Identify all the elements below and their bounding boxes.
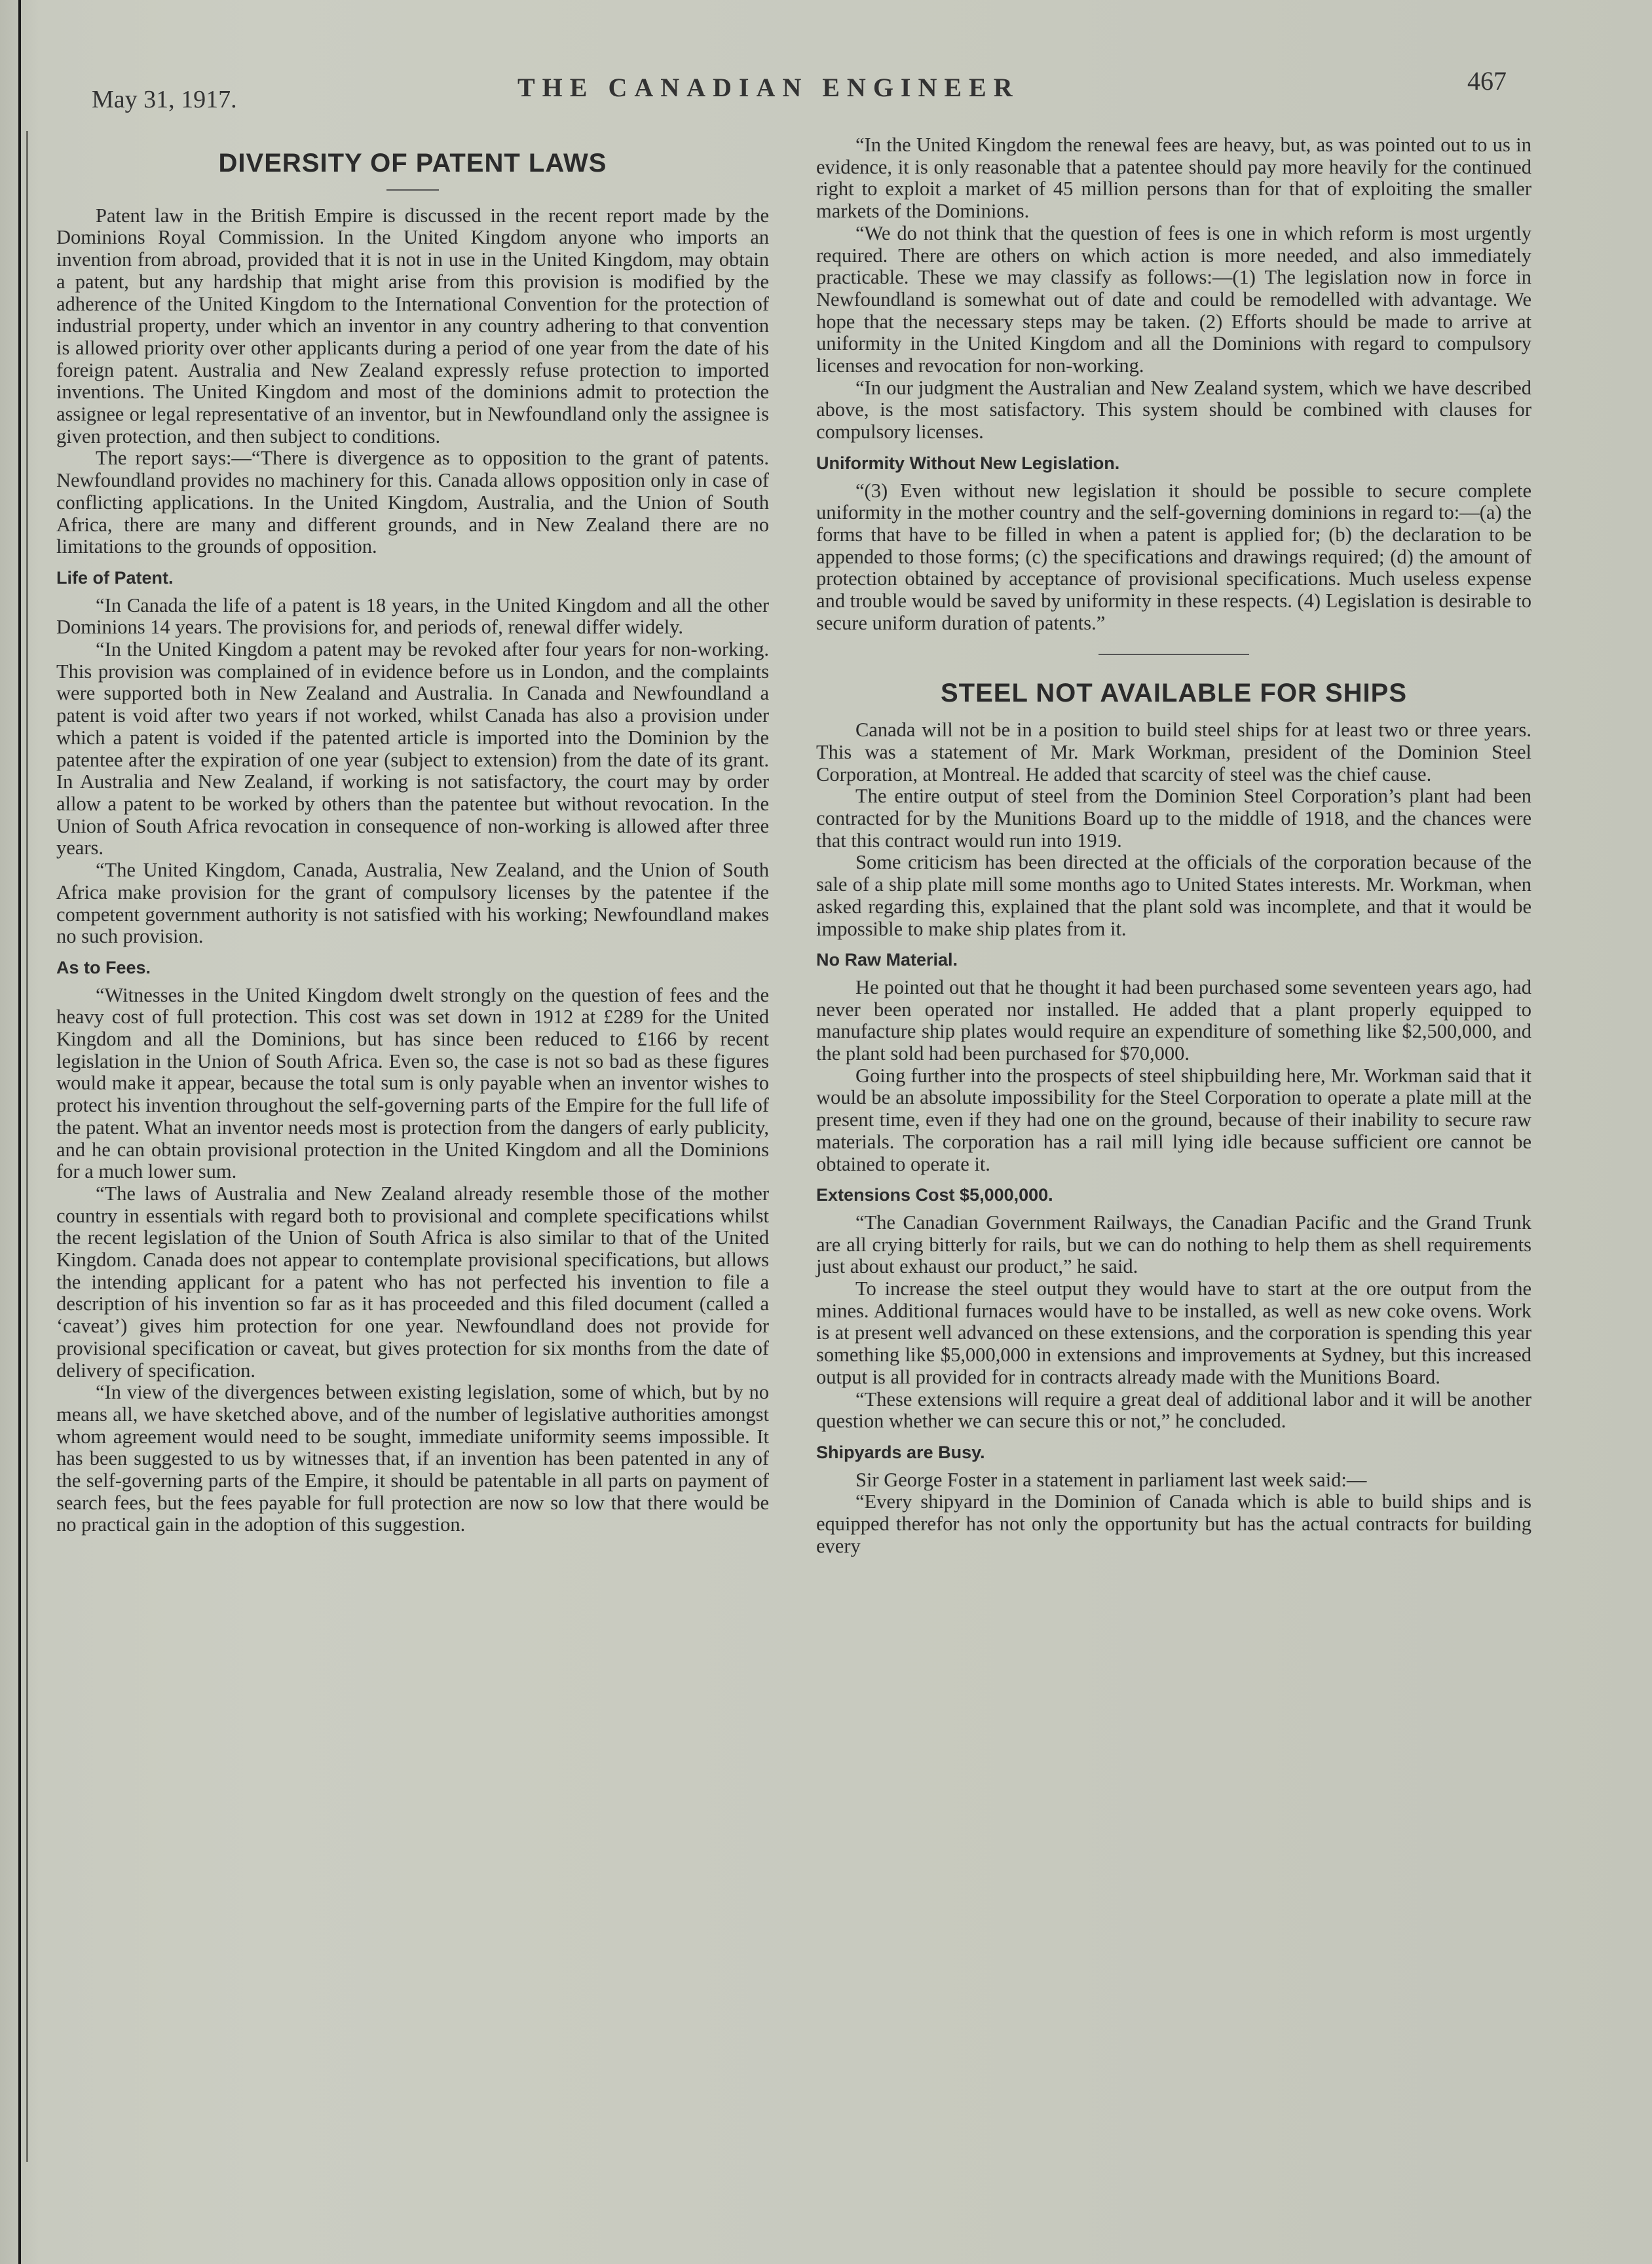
paragraph: “We do not think that the question of fees is one in which reform is most urgently required. There are others on which action is more needed, and also immediately practicable. These we may classify as follows:—(1) The legislation now in force in Newfoundland is somewhat out of date and could be remodelled with advantage. We hope that the necessary steps may be taken. (2) Efforts should be made to arrive at uniformity in the United Kingdom and all the Dominions with regard to compulsory licenses and revocation for non-working. [816,221,1531,377]
paragraph: Patent law in the British Empire is discussed in the recent report made by the Dominions Royal Commission. In the United Kingdom anyone who imports an invention from abroad, provided that it is not in use in the United Kingdom, may obtain a patent, but any hardship that might arise from this provision is modified by the adherence of the United Kingdom to the International Convention for the protection of industrial property, under which an inventor in any country adhering to that convention is allowed priority over other applicants during a period of one year from the date of his foreign patent. Australia and New Zealand expressly refuse protection to imported inventions. The United Kingdom and most of the dominions admit to protection the assignee or legal representative of an inventor, but in Newfoundland only the assignee is given protection, and then subject to conditions. [56,204,769,447]
paragraph: Some criticism has been directed at the officials of the corporation because of the sale of a ship plate mill some months ago to United States interests. Mr. Workman, when asked regarding this, explained that the plant sold was incomplete, and that it would be impossible to make ship plates from it. [816,851,1531,940]
paragraph: Sir George Foster in a statement in parliament last week said:— [855,1468,1367,1491]
paragraph: Going further into the prospects of steel shipbuilding here, Mr. Workman said that it would be an absolute impossibility for the Steel Corporation to operate a plate mill at the present time, even if they had one on the ground, because of their inability to secure raw materials. The corporation has a rail mill lying idle because sufficient ore cannot be obtained to operate it. [816,1064,1531,1175]
subhead-no-raw-material: No Raw Material. [816,950,958,970]
paragraph: The report says:—“There is divergence as to opposition to the grant of patents. Newfoundland provides no machinery for this. Canada allows opposition only in case of conflicting applications. In the United Kingdom, Australia, and the Union of South Africa, there are many and different grounds, and in New Zealand there are no limitations to the grounds of opposition. [56,447,769,558]
binding-shadow [26,131,28,2162]
right-column [816,134,1531,1557]
subhead-shipyards-busy: Shipyards are Busy. [816,1442,985,1462]
paragraph: To increase the steel output they would have to start at the ore output from the mines. Additional furnaces would have to be installed, as well as new coke ovens. Work is at present well advanced on these extensions, and the corporation is spending this year something like $5,000,000 in extensions and improvements at Sydney, but this increased output is all provided for in contracts already made with the Munitions Board. [816,1277,1531,1388]
page-number: 467 [1467,66,1507,96]
subhead-extensions-cost: Extensions Cost $5,000,000. [816,1185,1053,1205]
journal-title: THE CANADIAN ENGINEER [517,73,1020,102]
subhead-uniformity: Uniformity Without New Legislation. [816,453,1120,473]
article-separator [1098,654,1249,655]
page-header [92,66,1507,111]
paragraph: “In view of the divergences between existing legislation, some of which, but by no means all, we have sketched above, and of the number of legislative authorities amongst whom agreement would need to be sought, immediate uniformity seems impossible. It has been suggested to us by witnesses that, if an invention has been patented in any of the self-governing parts of the Empire, it should be patentable in all parts on payment of search fees, but the fees payable for full protection are now so low that there would be no practical gain in the adoption of this suggestion. [56,1381,769,1536]
paragraph: “In the United Kingdom a patent may be revoked after four years for non-working. This provision was complained of in evidence before us in London, and the complaints were supported both in New Zealand and Australia. In Canada and Newfoundland a patent is void after two years if not worked, whilst Canada has also a provision under which a patent is voided if the patented article is imported into the Dominion by the patentee after the expiration of one year (subject to extension) from the date of its grant. In Australia and New Zealand, if working is not satisfactory, the court may by order allow a patent to be worked by others than the patentee but without revocation. In the Union of South Africa revocation in consequence of non-working is allowed after three years. [56,638,769,859]
paragraph: “(3) Even without new legislation it should be possible to secure complete uniformity in the mother country and the self-governing dominions in regard to:—(a) the forms that have to be filled in when a patent is applied for; (b) the declaration to be appended to those forms; (c) the specifications and drawings required; (d) the amount of protection obtained by acceptance of provisional specifications. Much useless expense and trouble would be saved by uniformity in these respects. (4) Legislation is desirable to secure uniform duration of patents.” [816,479,1531,634]
header-date: May 31, 1917. [92,86,237,113]
title-rule [386,189,439,191]
paragraph: “Witnesses in the United Kingdom dwelt strongly on the question of fees and the heavy cost of full protection. This cost was set down in 1912 at £289 for the United Kingdom and all the Dominions, but has since been reduced to £166 by recent legislation in the Union of South Africa. Even so, the case is not so bad as these figures would make it appear, because the total sum is only payable when an inventor wishes to protect his invention throughout the self-governing parts of the Empire for the full life of the patent. What an inventor needs most is protection from the dangers of early publicity, and he can obtain provisional protection in the United Kingdom and all the Dominions for a much lower sum. [56,983,769,1183]
left-column [56,134,769,1536]
paragraph: The entire output of steel from the Dominion Steel Corporation’s plant had been contracted for by the Munitions Board up to the middle of 1918, and the chances were that this contract would run into 1919. [816,785,1531,852]
paragraph: Canada will not be in a position to build steel ships for at least two or three years. This was a statement of Mr. Mark Workman, president of the Dominion Steel Corporation, at Montreal. He added that scarcity of steel was the chief cause. [816,719,1531,785]
subhead-as-to-fees: As to Fees. [56,957,151,977]
paragraph: “The Canadian Government Railways, the Canadian Pacific and the Grand Trunk are all crying bitterly for rails, but we can do nothing to help them as shell requirements just about exhaust our product,” he said. [816,1211,1531,1278]
paragraph: “These extensions will require a great deal of additional labor and it will be another question whether we can secure this or not,” he concluded. [816,1387,1531,1433]
paragraph: “In Canada the life of a patent is 18 years, in the United Kingdom and all the other Dominions 14 years. The provisions for, and periods of, renewal differ widely. [56,594,769,639]
subhead-life-of-patent: Life of Patent. [56,567,174,588]
paragraph: “In the United Kingdom the renewal fees are heavy, but, as was pointed out to us in evidence, it is only reasonable that a patentee should pay more heavily for the continued right to exploit a market of 45 million persons than for that of exploiting the smaller markets of the Dominions. [816,134,1531,223]
article-title-patent-laws: DIVERSITY OF PATENT LAWS [218,149,607,178]
paragraph: “Every shipyard in the Dominion of Canada which is able to build ships and is equipped therefor has not only the opportunity but has the actual contracts for building every [816,1490,1531,1557]
binding-edge [18,0,21,2264]
paragraph: “The United Kingdom, Canada, Australia, New Zealand, and the Union of South Africa make provision for the grant of compulsory licenses by the patentee if the competent government authority is not satisfied with his working; Newfoundland makes no such provision. [56,859,769,948]
paragraph: “The laws of Australia and New Zealand already resemble those of the mother country in essentials with regard both to provisional and complete specifications whilst the recent legislation of the Union of South Africa is also similar to that of the United Kingdom. Canada does not appear to contemplate provisional specifications, but allows the intending applicant for a patent who has not perfected his invention to file a description of his invention so far as it has proceeded and this filed document (called a ‘caveat’) gives him protection for one year. Newfoundland does not provide for provisional specification or caveat, but gives protection for six months from the date of delivery of specification. [56,1182,769,1382]
paragraph: “In our judgment the Australian and New Zealand system, which we have described above, is the most satisfactory. This system should be combined with clauses for compulsory licenses. [816,376,1531,443]
paragraph: He pointed out that he thought it had been purchased some seventeen years ago, had never been operated nor installed. He added that a plant properly equipped to manufacture ship plates would require an expenditure of something like $2,500,000, and the plant sold had been purchased for $70,000. [816,975,1531,1065]
article-title-steel: STEEL NOT AVAILABLE FOR SHIPS [940,679,1407,708]
